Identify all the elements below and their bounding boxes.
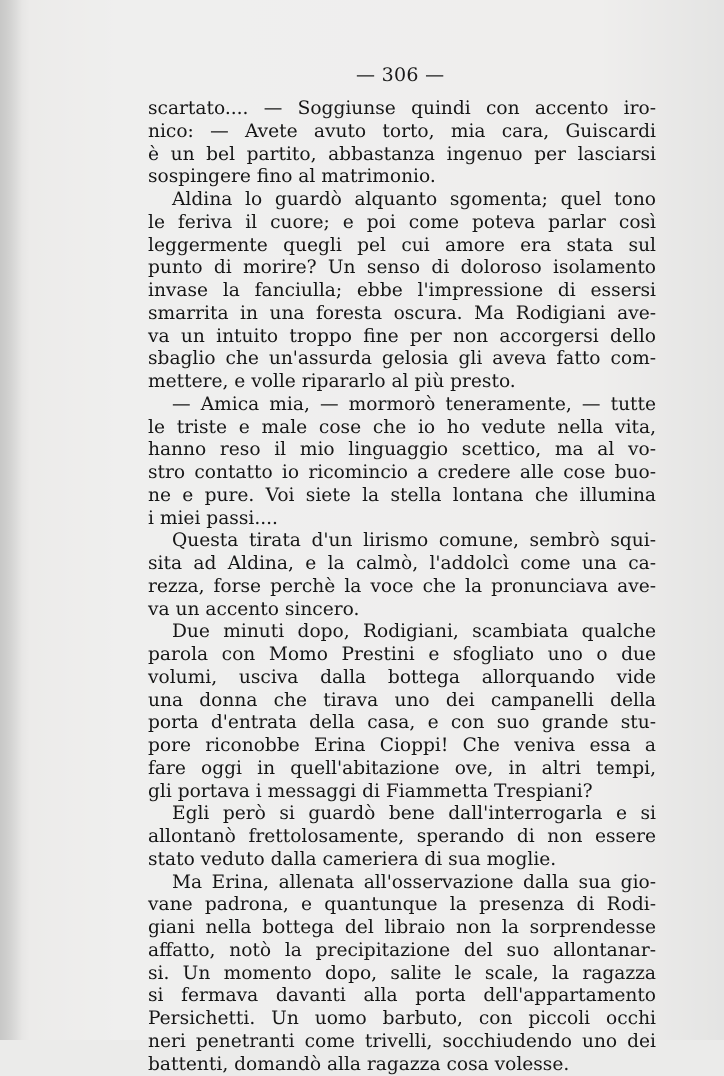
text-line: Egli però si guardò bene dall'interrogarla e si [148,803,656,826]
text-line: hanno reso il mio linguaggio scettico, ma al vo- [148,439,656,462]
text-line: leggermente quegli pel cui amore era stata sul [148,235,656,258]
binding-shadow [0,0,22,1040]
text-line: punto di morire? Un senso di doloroso isolamento [148,257,656,280]
text-line: gli portava i messaggi di Fiammetta Trespiani? [148,781,656,804]
text-line: si fermava davanti alla porta dell'appartamento [148,985,656,1008]
text-line: allontanò frettolosamente, sperando di non essere [148,826,656,849]
text-line: invase la fanciulla; ebbe l'impressione di essersi [148,280,656,303]
text-line: Due minuti dopo, Rodigiani, scambiata qualche [148,621,656,644]
text-line: le triste e male cose che io ho vedute nella vita, [148,417,656,440]
text-line: — Amica mia, — mormorò teneramente, — tutte [148,394,656,417]
text-line: va un accento sincero. [148,599,656,622]
text-line: porta d'entrata della casa, e con suo grande stu- [148,712,656,735]
text-line: Aldina lo guardò alquanto sgomenta; quel tono [148,189,656,212]
text-line: volumi, usciva dalla bottega allorquando vide [148,667,656,690]
text-line: mettere, e volle ripararlo al più presto. [148,371,656,394]
text-line: sospingere fino al matrimonio. [148,166,656,189]
text-line: si. Un momento dopo, salite le scale, la ragazza [148,963,656,986]
text-line: sita ad Aldina, e la calmò, l'addolcì come una ca- [148,553,656,576]
text-line: ne e pure. Voi siete la stella lontana che illumina [148,485,656,508]
text-line: smarrita in una foresta oscura. Ma Rodigiani ave- [148,303,656,326]
text-line: scartato.... — Soggiunse quindi con accento iro- [148,98,656,121]
body-text [148,98,656,1076]
text-line: stato veduto dalla cameriera di sua moglie. [148,849,656,872]
text-line: pore riconobbe Erina Cioppi! Che veniva essa a [148,735,656,758]
text-line: rezza, forse perchè la voce che la pronunciava ave- [148,576,656,599]
text-line: giani nella bottega del libraio non la sorprendesse [148,917,656,940]
text-line: Ma Erina, allenata all'osservazione dalla sua gio- [148,872,656,895]
text-line: Questa tirata d'un lirismo comune, sembrò squi- [148,530,656,553]
page-number: — 306 — [356,63,446,87]
text-line: stro contatto io ricomincio a credere alle cose buo- [148,462,656,485]
text-line: Persichetti. Un uomo barbuto, con piccoli occhi [148,1008,656,1031]
text-line: neri penetranti come trivelli, socchiudendo uno dei [148,1031,656,1054]
text-line: affatto, notò la precipitazione del suo allontanar- [148,940,656,963]
text-line: va un intuito troppo fine per non accorgersi dello [148,326,656,349]
text-line: fare oggi in quell'abitazione ove, in altri tempi, [148,758,656,781]
text-line: battenti, domandò alla ragazza cosa volesse. [148,1054,656,1076]
text-line: i miei passi.... [148,508,656,531]
text-line: è un bel partito, abbastanza ingenuo per lasciarsi [148,144,656,167]
text-line: parola con Momo Prestini e sfogliato uno o due [148,644,656,667]
text-line: vane padrona, e quantunque la presenza di Rodi- [148,894,656,917]
text-line: nico: — Avete avuto torto, mia cara, Guiscardi [148,121,656,144]
text-line: sbaglio che un'assurda gelosia gli aveva fatto com- [148,348,656,371]
text-line: le feriva il cuore; e poi come poteva parlar così [148,212,656,235]
text-line: una donna che tirava uno dei campanelli della [148,690,656,713]
